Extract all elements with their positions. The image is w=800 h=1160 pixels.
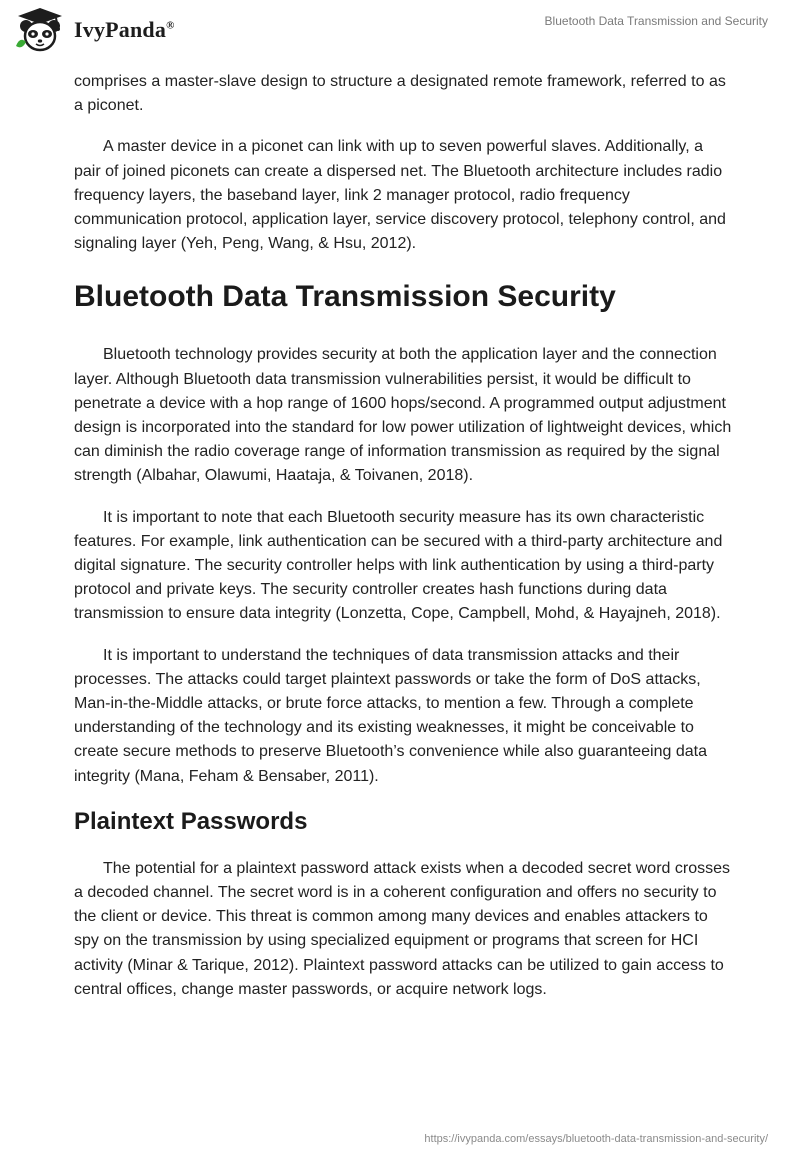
paragraph: Bluetooth technology provides security at both the application layer and the connection layer. Although Bluetooth data transmission vulnerabilities persist, it would be difficult to penetrate a device with a hop range of 1600 hops/second. A programmed output adjustment design is incorporated into the standard for low power utilization of lightweight devices, which can diminish the radio coverage range of information transmission as required by the signal strength (Albahar, Olawumi, Haataja, & Toivanen, 2018). — [74, 346, 732, 485]
paragraph: The potential for a plaintext password attack exists when a decoded secret word crosses a decoded channel. The secret word is in a coherent configuration and offers no security to the client or device. This threat is common among many devices and enables attackers to spy on the transmission by using specialized equipment or programs that screen for HCI activity (Minar & Tarique, 2012). Plaintext password attacks can be utilized to gain access to central offices, change master passwords, or acquire network logs. — [74, 859, 730, 998]
source-url[interactable]: https://ivypanda.com/essays/bluetooth-data-transmission-and-security/ — [424, 1133, 768, 1145]
paragraph-continued: comprises a master-slave design to structure a designated remote framework, referred to as a piconet. — [74, 73, 726, 115]
panda-graduate-icon — [12, 6, 68, 54]
paragraph: It is important to understand the techniques of data transmission attacks and their processes. The attacks could target plaintext passwords or take the form of DoS attacks, Man-in-the-Middle attacks, or brute force attacks, to mention a few. Through a complete understanding of the technology and its existing weaknesses, it might be conceivable to create secure methods to preserve Bluetooth’s convenience while also guaranteeing data integrity (Mana, Feham & Bensaber, 2011). — [74, 646, 707, 785]
subsection-heading: Plaintext Passwords — [74, 807, 308, 835]
section-heading: Bluetooth Data Transmission Security — [74, 280, 616, 314]
essay-content — [74, 70, 734, 1002]
paragraph: A master device in a piconet can link with up to seven powerful slaves. Additionally, a pair of joined piconets can create a dispersed net. The Bluetooth architecture includes radio frequency layers, the baseband layer, link 2 manager protocol, radio frequency communication protocol, application layer, service discovery protocol, telephony control, and signaling layer (Yeh, Peng, Wang, & Hsu, 2012). — [74, 138, 726, 253]
paragraph: It is important to note that each Bluetooth security measure has its own characteristic features. For example, link authentication can be secured with a third-party architecture and digital signature. The security controller helps with link authentication by using a third-party protocol and private keys. The security controller creates hash functions during data transmission to ensure data integrity (Lonzetta, Cope, Campbell, Mohd, & Hayajneh, 2018). — [74, 508, 723, 623]
brand-text: IvyPanda — [74, 17, 167, 42]
trademark-symbol: ® — [166, 19, 175, 32]
brand-name — [74, 17, 175, 43]
page-header — [0, 0, 800, 62]
ivypanda-logo[interactable] — [12, 6, 175, 54]
document-title: Bluetooth Data Transmission and Security — [544, 14, 768, 28]
